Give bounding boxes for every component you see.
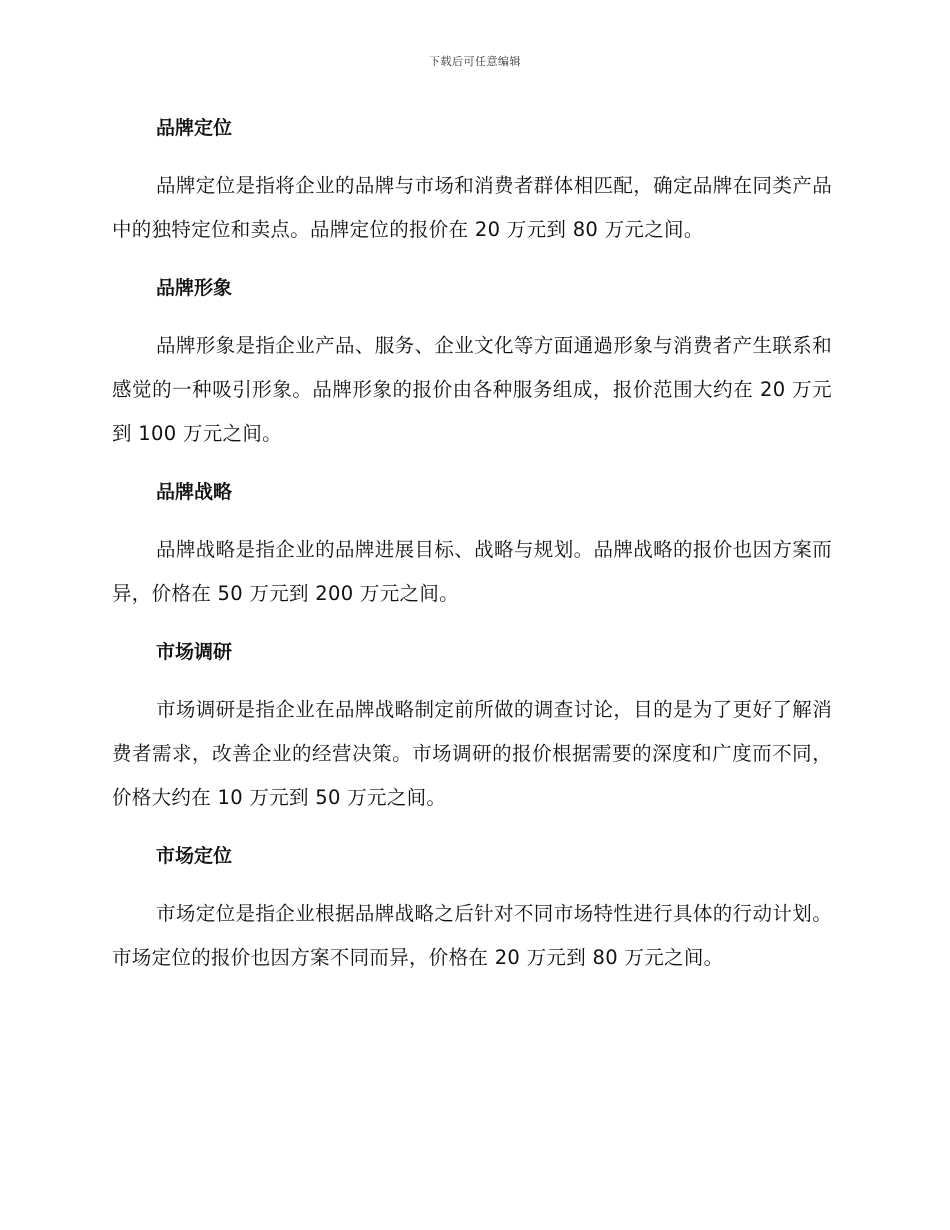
section-paragraph: 品牌定位是指将企业的品牌与市场和消费者群体相匹配，确定品牌在同类产品中的独特定位和卖点。品牌定位的报价在 20 万元到 80 万元之间。: [112, 174, 832, 241]
section-paragraph: 市场定位是指企业根据品牌战略之后针对不同市场特性进行具体的行动计划。市场定位的报价也因方案不同而异，价格在 20 万元到 80 万元之间。: [112, 902, 832, 969]
section-market-research: [112, 632, 832, 820]
document-body: [112, 108, 832, 996]
section-title: 市场定位: [156, 845, 233, 867]
section-paragraph: 市场调研是指企业在品牌战略制定前所做的调查讨论，目的是为了更好了解消费者需求，改善企业的经营决策。市场调研的报价根据需要的深度和广度而不同，价格大约在 10 万元到 50 万元之间。: [112, 698, 832, 809]
section-title: 市场调研: [156, 641, 233, 663]
section-brand-positioning: [112, 108, 832, 252]
section-title: 品牌战略: [156, 481, 233, 503]
section-paragraph: 品牌战略是指企业的品牌进展目标、战略与规划。品牌战略的报价也因方案而异，价格在 50 万元到 200 万元之间。: [112, 538, 832, 605]
section-market-positioning: [112, 836, 832, 980]
section-title: 品牌定位: [156, 117, 233, 139]
section-title: 品牌形象: [156, 277, 233, 299]
section-paragraph: 品牌形象是指企业产品、服务、企业文化等方面通過形象与消费者产生联系和感觉的一种吸引形象。品牌形象的报价由各种服务组成，报价范围大约在 20 万元到 100 万元之间。: [112, 334, 832, 445]
section-brand-image: [112, 268, 832, 456]
section-brand-strategy: [112, 472, 832, 616]
page-header-note: 下载后可任意编辑: [429, 55, 521, 68]
